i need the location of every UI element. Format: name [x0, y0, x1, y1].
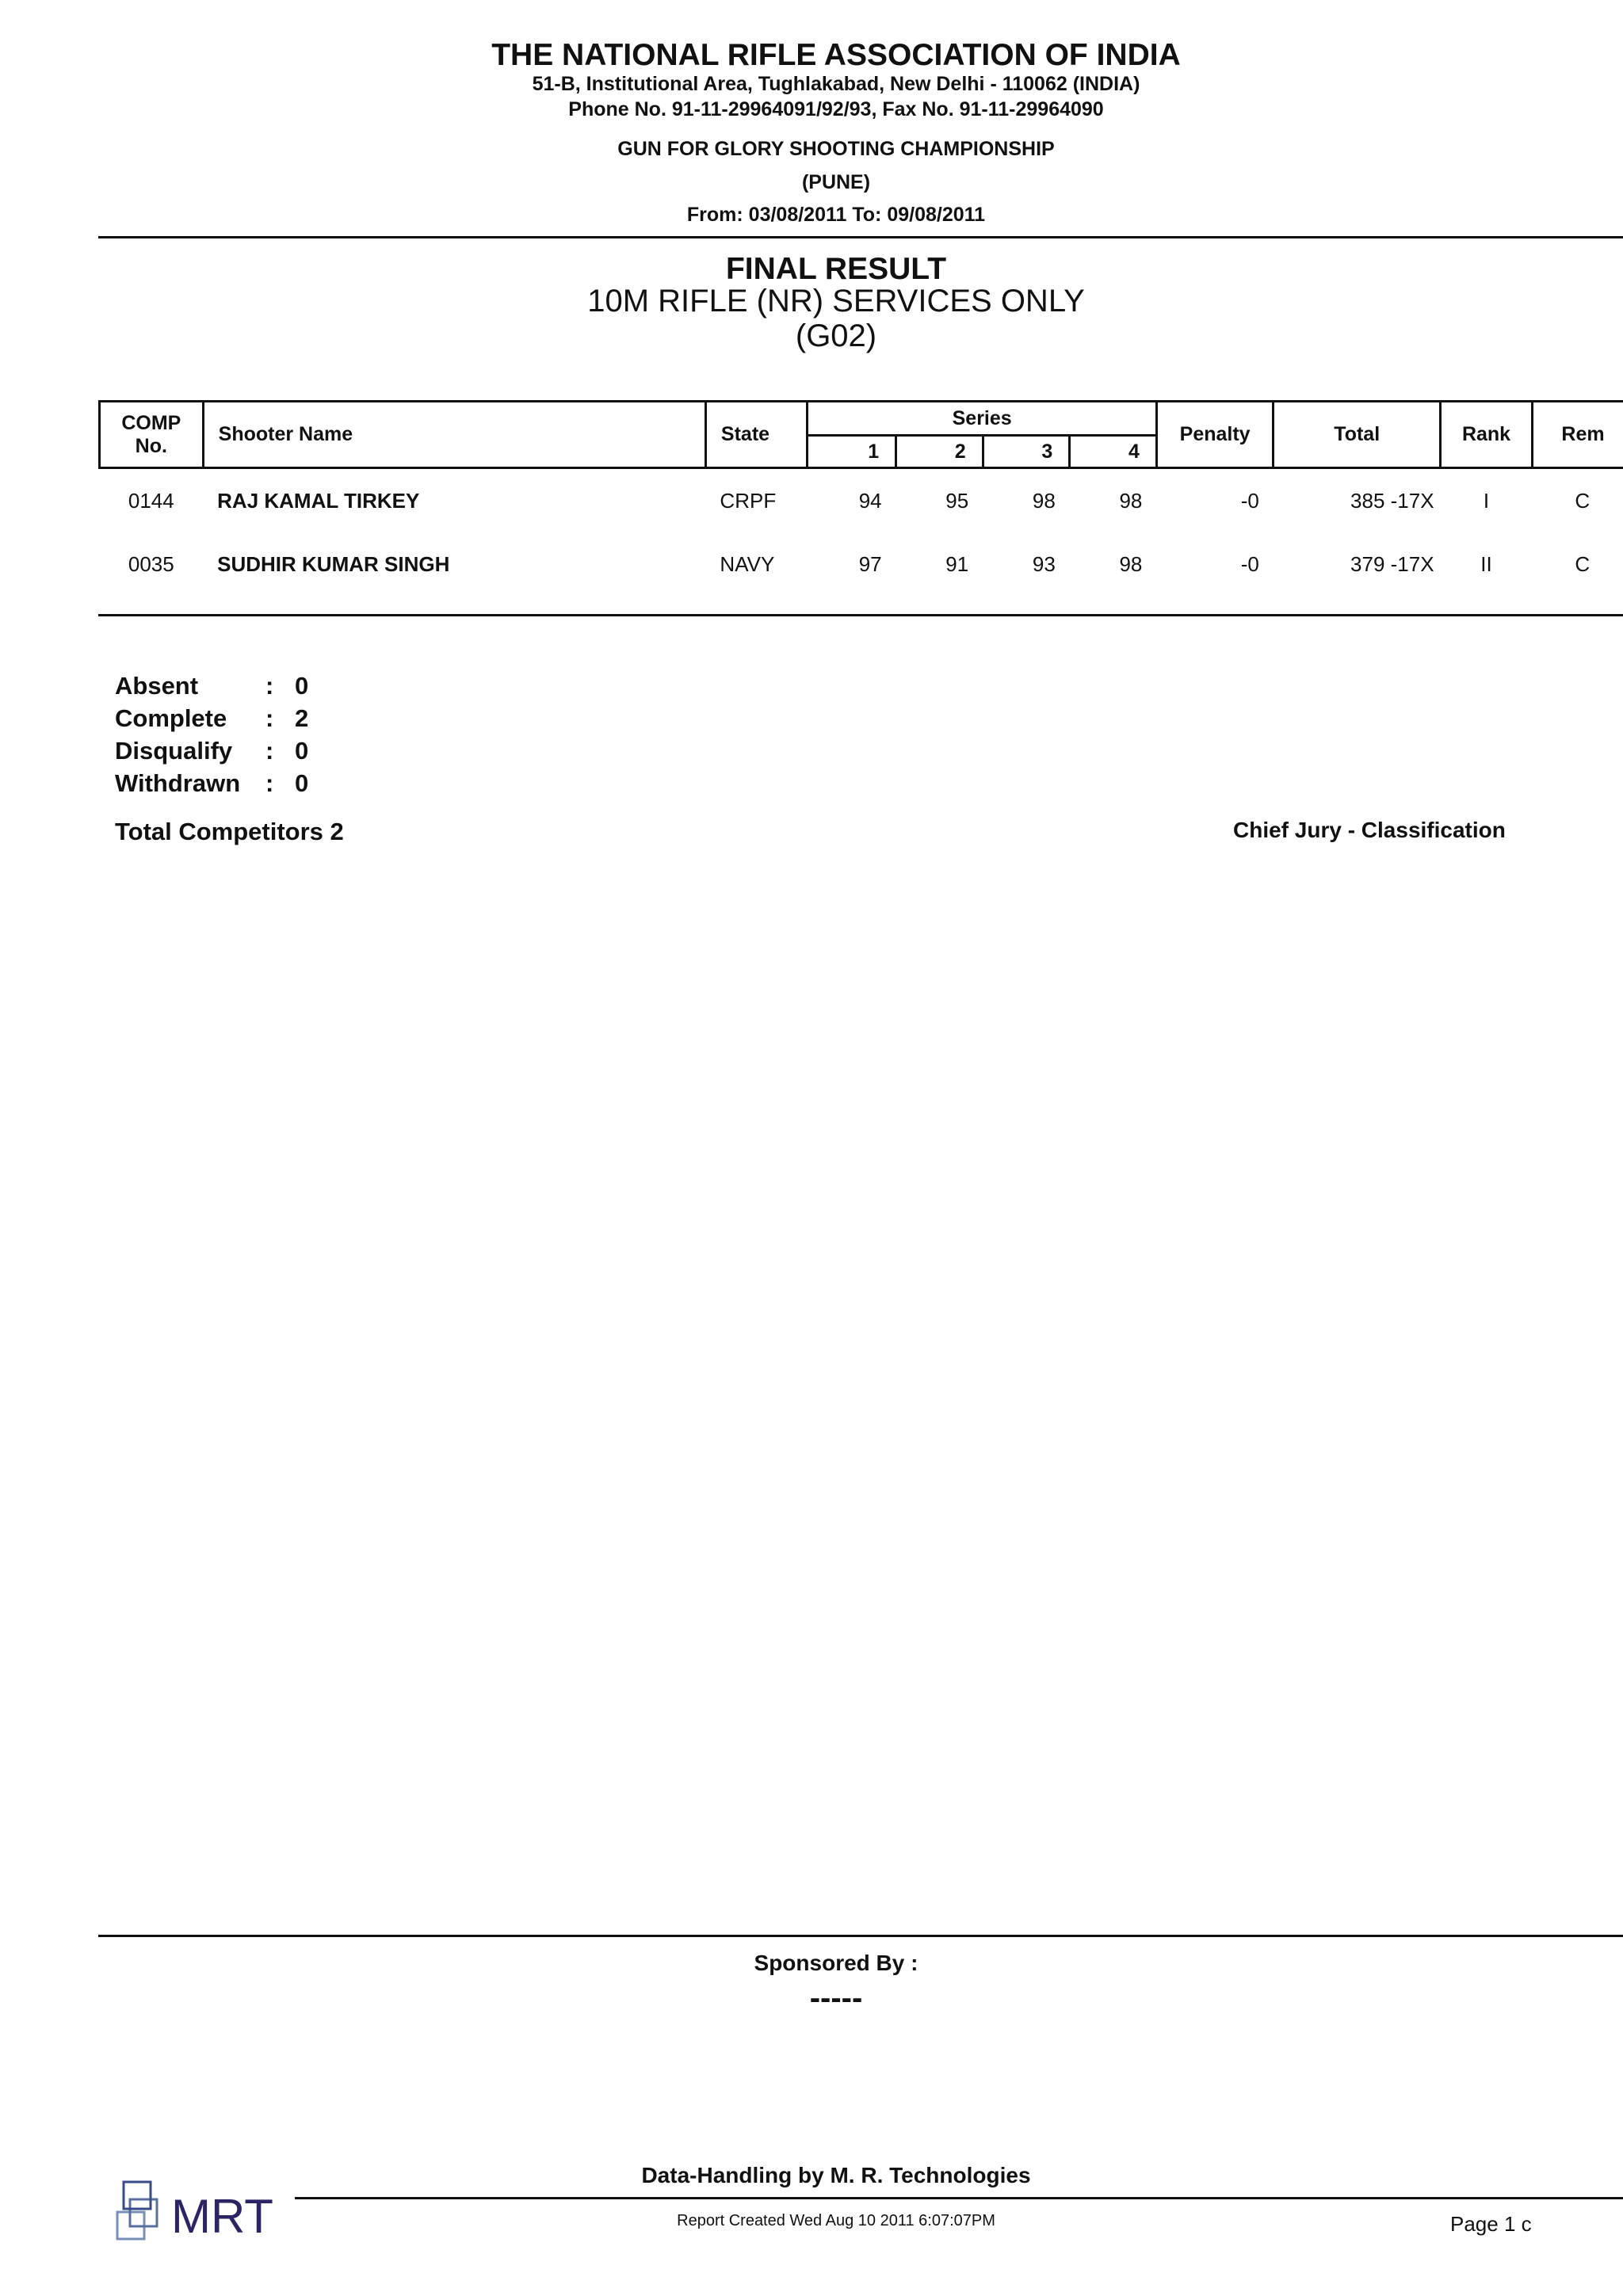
footer-divider — [295, 2197, 1623, 2199]
cell-shooter-name: RAJ KAMAL TIRKEY — [217, 488, 420, 513]
page-number: Page 1 c — [1450, 2212, 1532, 2236]
cell-remarks: C — [1575, 488, 1591, 513]
sponsor-value: ----- — [809, 1981, 863, 2016]
col-state: State — [705, 402, 808, 468]
cell-total: 385 -17X — [1350, 488, 1434, 513]
results-table — [98, 400, 1623, 596]
col-series-2: 2 — [896, 436, 983, 468]
col-penalty: Penalty — [1156, 402, 1274, 468]
cell-state: NAVY — [720, 551, 775, 576]
cell-series-3: 93 — [1032, 551, 1056, 576]
data-handling-credit: Data-Handling by M. R. Technologies — [641, 2163, 1031, 2187]
col-series: Series — [808, 402, 1156, 436]
header-divider — [98, 236, 1623, 238]
logo-square-icon — [124, 2182, 151, 2209]
col-comp-no — [100, 402, 204, 468]
col-series-3: 3 — [983, 436, 1070, 468]
total-competitors: Total Competitors 2 — [115, 818, 344, 845]
cell-series-4: 98 — [1119, 488, 1143, 513]
sponsor-label: Sponsored By : — [754, 1951, 918, 1975]
cell-series-3: 98 — [1032, 488, 1056, 513]
org-title: THE NATIONAL RIFLE ASSOCIATION OF INDIA — [491, 38, 1181, 72]
summary-withdrawn-label: Withdrawn — [115, 769, 241, 797]
cell-series-4: 98 — [1119, 551, 1143, 576]
cell-comp-no: 0035 — [128, 551, 174, 576]
cell-rank: I — [1483, 488, 1490, 513]
logo-text: MRT — [171, 2190, 273, 2243]
summary-withdrawn-value: 0 — [295, 769, 309, 797]
summary-colon: : — [265, 704, 274, 732]
cell-series-1: 97 — [858, 551, 882, 576]
table-row — [100, 532, 1623, 596]
table-bottom-divider — [98, 614, 1623, 616]
org-address: 51-B, Institutional Area, Tughlakabad, New Delhi - 110062 (INDIA) — [532, 73, 1140, 95]
championship-dates: From: 03/08/2011 To: 09/08/2011 — [686, 204, 986, 226]
summary-absent-value: 0 — [295, 672, 309, 700]
cell-comp-no: 0144 — [128, 488, 174, 513]
result-event: 10M RIFLE (NR) SERVICES ONLY — [587, 284, 1085, 318]
summary-colon: : — [265, 672, 274, 700]
col-remarks: Rem — [1532, 402, 1623, 468]
sponsor-divider — [98, 1935, 1623, 1937]
result-title: FINAL RESULT — [725, 252, 947, 286]
cell-series-1: 94 — [858, 488, 882, 513]
cell-remarks: C — [1575, 551, 1591, 576]
cell-total: 379 -17X — [1350, 551, 1434, 576]
col-comp-no-line2: No. — [135, 434, 167, 457]
summary-colon: : — [265, 769, 274, 797]
org-phone-fax: Phone No. 91-11-29964091/92/93, Fax No. 91-11-29964090 — [568, 98, 1104, 120]
summary-absent-label: Absent — [115, 672, 199, 700]
cell-penalty: -0 — [1240, 551, 1259, 576]
col-series-4: 4 — [1070, 436, 1157, 468]
cell-rank: II — [1480, 551, 1492, 576]
summary-complete-value: 2 — [295, 704, 309, 732]
col-total: Total — [1274, 402, 1441, 468]
col-comp-no-line1: COMP — [121, 411, 181, 434]
result-code: (G02) — [795, 318, 877, 353]
cell-series-2: 95 — [945, 488, 969, 513]
table-row — [100, 468, 1623, 533]
summary-disqualify-value: 0 — [295, 737, 309, 765]
cell-state: CRPF — [720, 488, 777, 513]
cell-series-2: 91 — [945, 551, 969, 576]
summary-colon: : — [265, 737, 274, 765]
col-shooter-name: Shooter Name — [203, 402, 705, 468]
championship-city: (PUNE) — [801, 171, 871, 193]
chief-jury-label: Chief Jury - Classification — [1233, 818, 1506, 842]
summary-complete-label: Complete — [115, 704, 227, 732]
summary-disqualify-label: Disqualify — [115, 737, 233, 765]
cell-shooter-name: SUDHIR KUMAR SINGH — [217, 551, 450, 576]
cell-penalty: -0 — [1240, 488, 1259, 513]
col-series-1: 1 — [808, 436, 896, 468]
mrt-logo — [114, 2177, 281, 2248]
report-created: Report Created Wed Aug 10 2011 6:07:07PM — [677, 2212, 995, 2229]
col-rank: Rank — [1441, 402, 1533, 468]
table-header-row — [100, 402, 1623, 436]
championship-name: GUN FOR GLORY SHOOTING CHAMPIONSHIP — [617, 138, 1055, 160]
